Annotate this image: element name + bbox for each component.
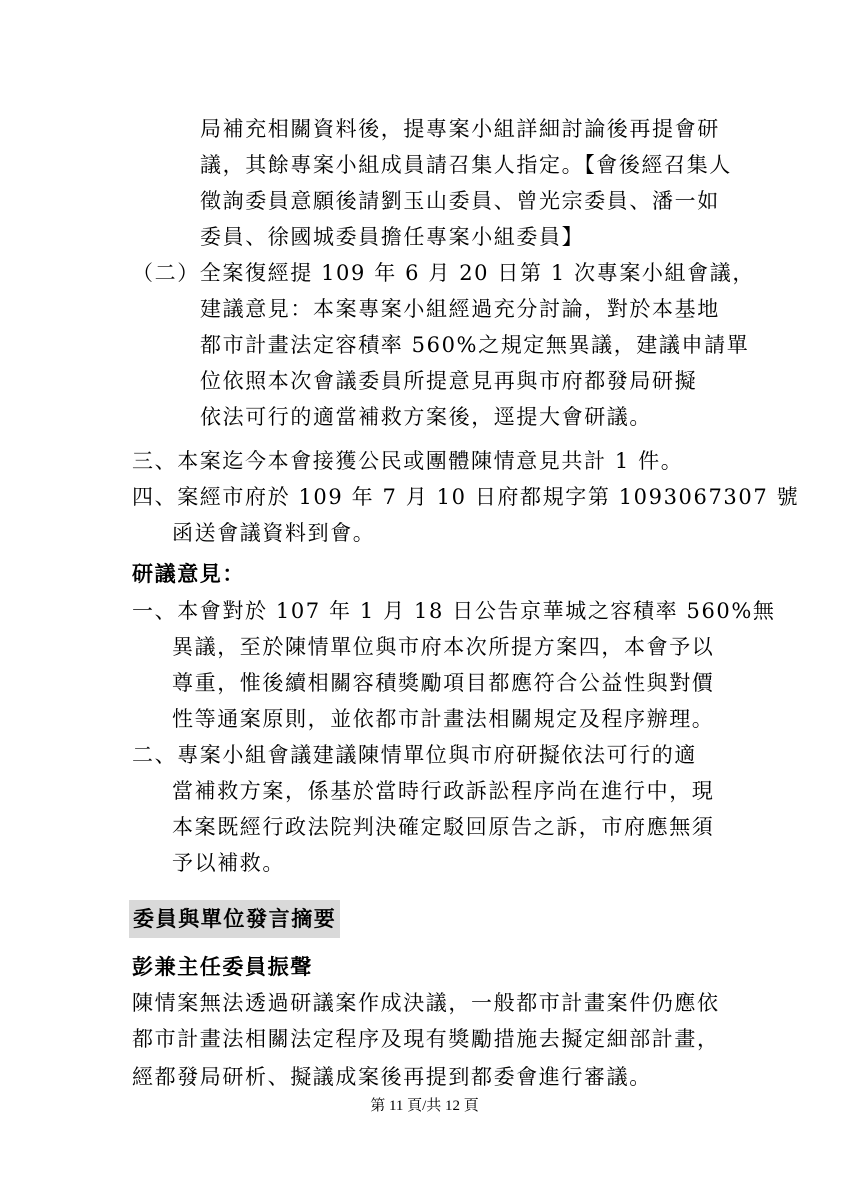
body-line-17: 性等通案原則，並依都市計畫法相關規定及程序辦理。 [172,707,715,731]
item-2-2-heading: （二）全案復經提 109 年 6 月 20 日第 1 次專案小組會議， [132,261,755,285]
body-line-8: 位依照本次會議委員所提意見再與市府都發局研擬 [200,369,698,393]
speech-line-3: 經都發局研析、擬議成案後再提到都委會進行審議。 [132,1065,652,1089]
body-line-2: 議，其餘專案小組成員請召集人指定。【會後經召集人 [200,153,732,177]
body-line-19: 當補救方案，係基於當時行政訴訟程序尚在進行中，現 [172,779,715,803]
body-line-3: 徵詢委員意願後請劉玉山委員、曾光宗委員、潘一如 [200,189,720,213]
body-line-9: 依法可行的適當補救方案後，逕提大會研議。 [200,405,652,429]
item-4: 四、案經市府於 109 年 7 月 10 日府都規字第 1093067307 號 [132,485,800,509]
body-line-15: 異議，至於陳情單位與市府本次所提方案四，本會予以 [172,635,715,659]
section-heading-summary: 委員與單位發言摘要 [129,900,340,938]
opinion-item-1: 一、本會對於 107 年 1 月 18 日公告京華城之容積率 560%無 [132,599,776,623]
body-line-4: 委員、徐國城委員擔任專案小組委員】 [200,225,585,249]
speech-line-1: 陳情案無法透過研議案作成決議，一般都市計畫案件仍應依 [132,991,720,1015]
body-line-16: 尊重，惟後續相關容積獎勵項目都應符合公益性與對價 [172,671,715,695]
body-line-1: 局補充相關資料後，提專案小組詳細討論後再提會研 [200,117,720,141]
body-line-21: 予以補救。 [172,851,285,875]
page-number-footer: 第 11 頁/共 12 頁 [370,1098,479,1114]
opinion-item-2: 二、專案小組會議建議陳情單位與市府研擬依法可行的適 [132,743,697,767]
speech-line-2: 都市計畫法相關法定程序及現有獎勵措施去擬定細部計畫， [132,1027,720,1051]
body-line-12: 函送會議資料到會。 [172,521,376,545]
body-line-7: 都市計畫法定容積率 560%之規定無異議，建議申請單 [200,333,750,357]
body-line-20: 本案既經行政法院判決確定駁回原告之訴，市府應無須 [172,815,715,839]
item-3: 三、本案迄今本會接獲公民或團體陳情意見共計 1 件。 [132,449,684,473]
speaker-name: 彭兼主任委員振聲 [132,954,313,979]
body-line-6: 建議意見：本案專案小組經過充分討論，對於本基地 [200,297,720,321]
section-heading-opinion: 研議意見： [132,561,245,586]
